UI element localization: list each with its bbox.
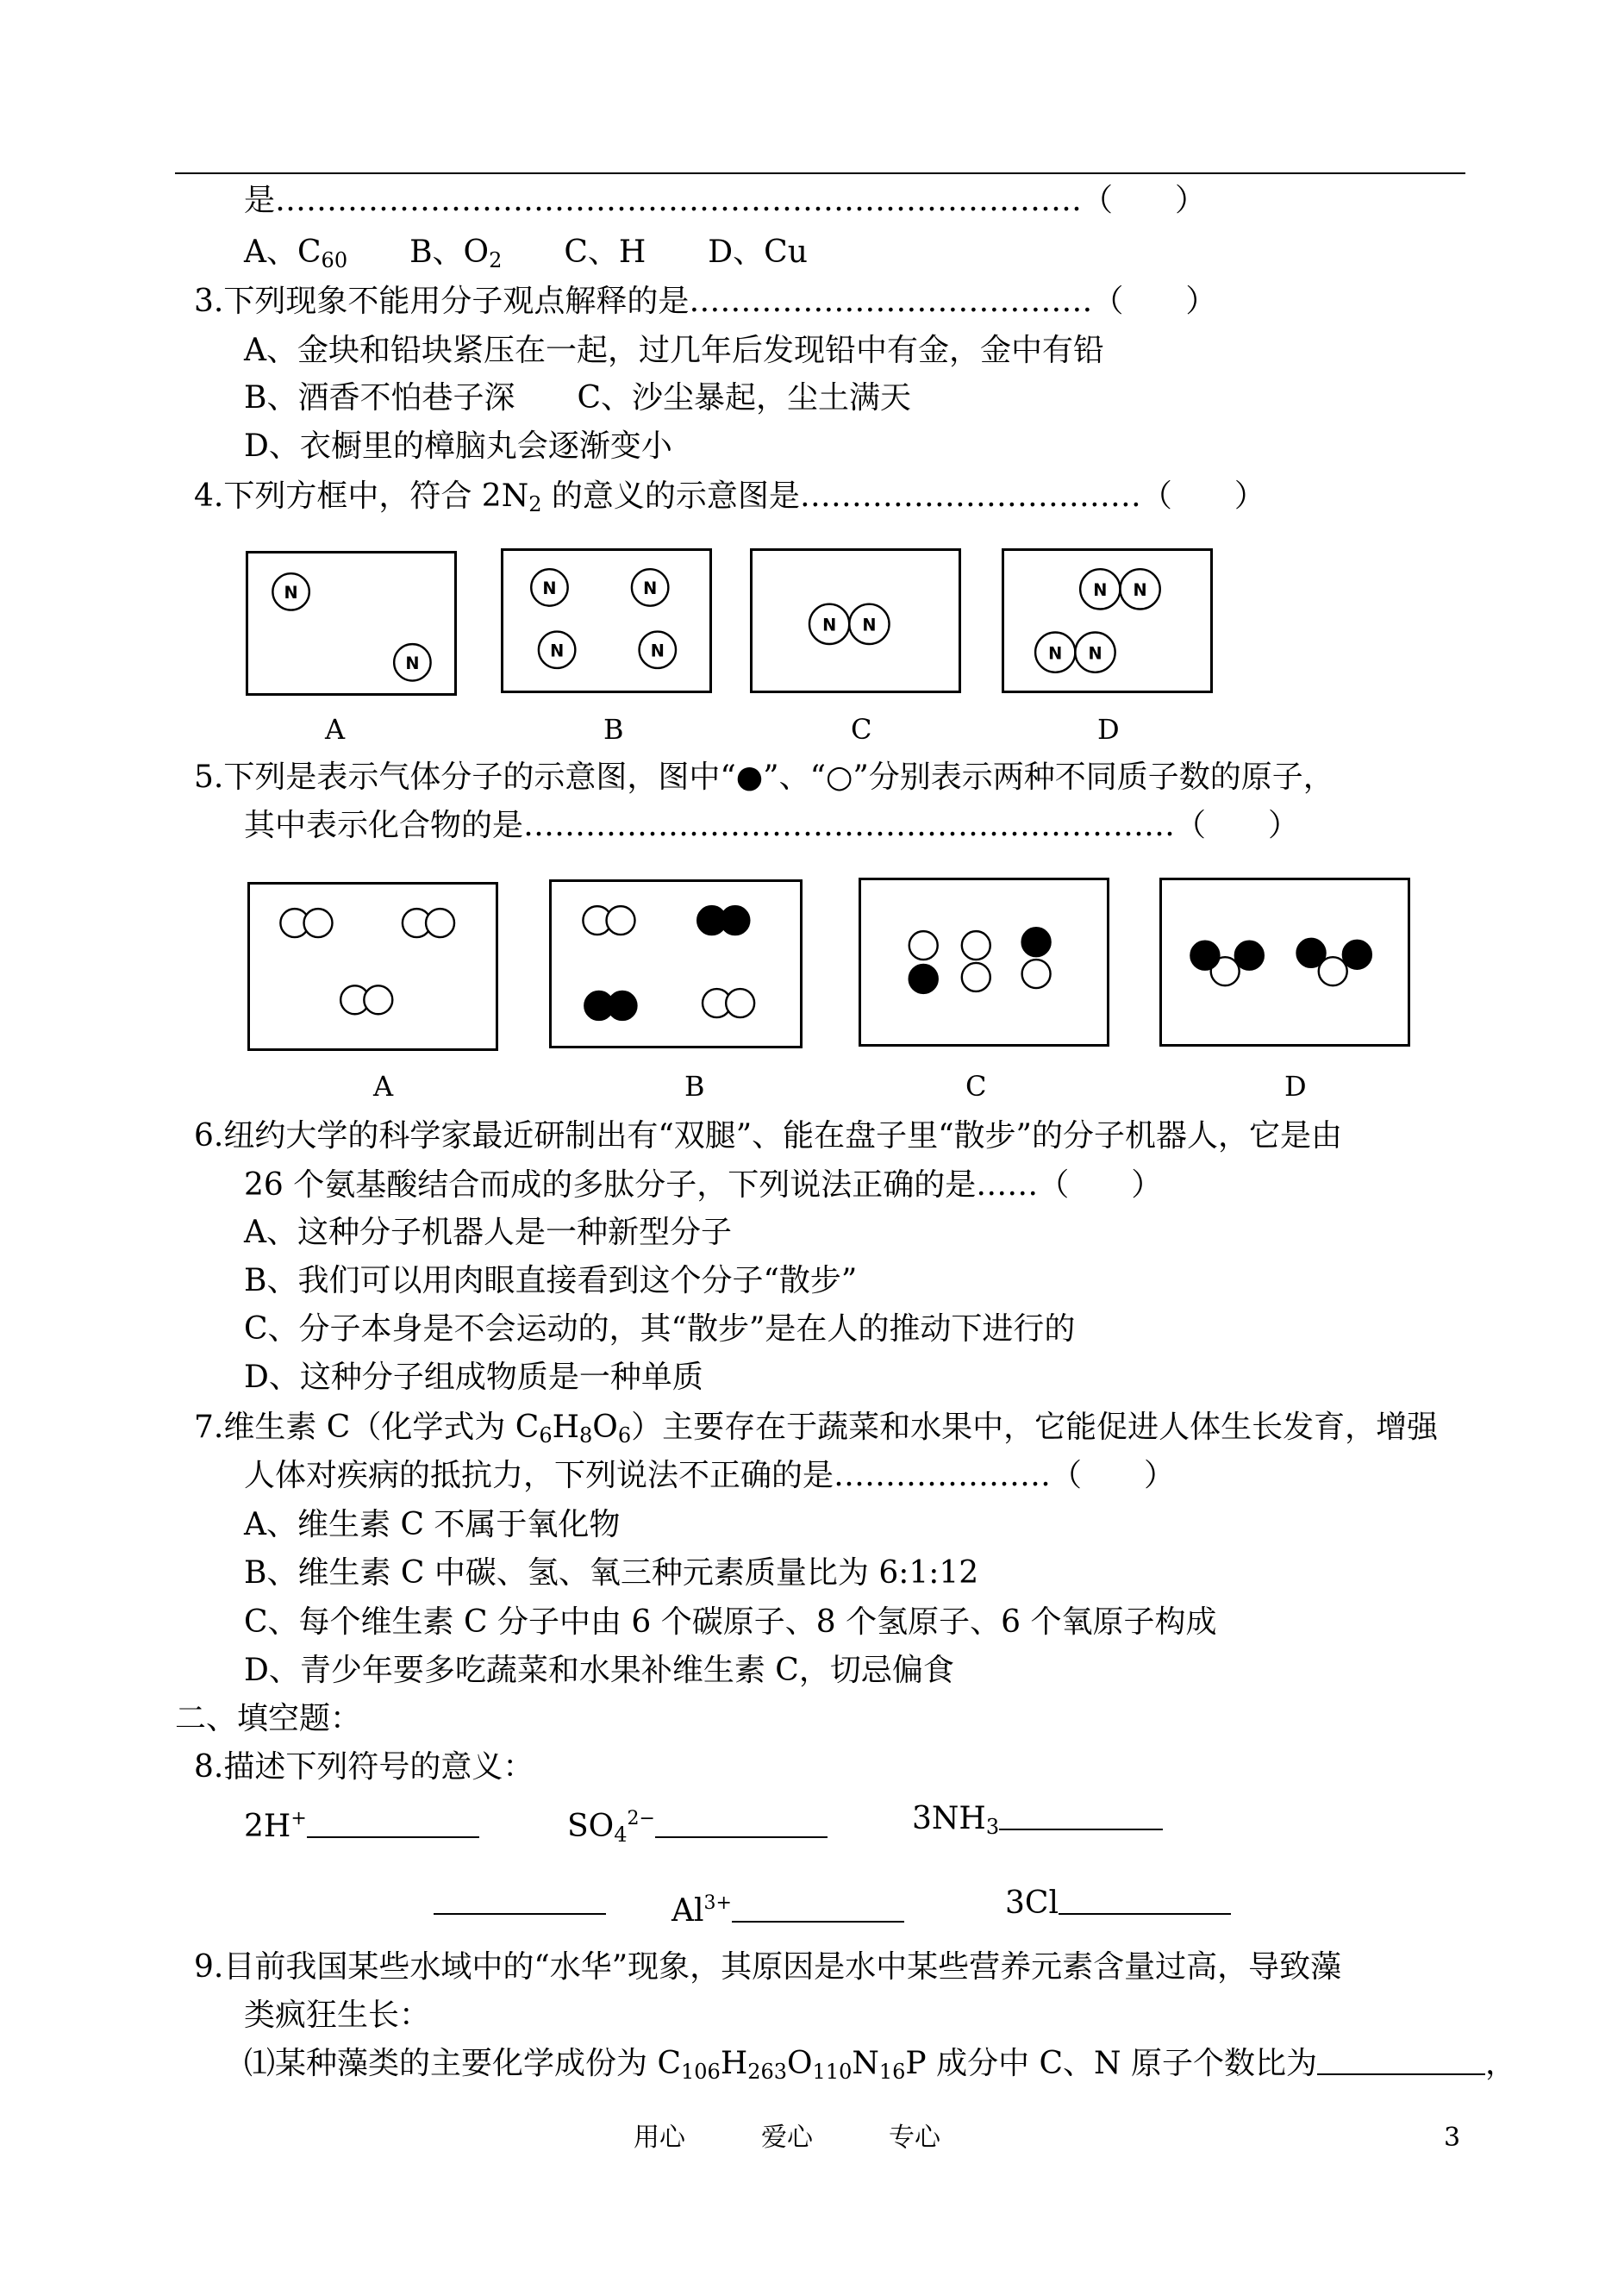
svg-text:N: N bbox=[1088, 643, 1102, 664]
q6-option-a: A、这种分子机器人是一种新型分子 bbox=[244, 1215, 732, 1250]
q5-diagram-a bbox=[247, 882, 498, 1051]
section-2-heading: 二、填空题： bbox=[175, 1701, 362, 1736]
q2-options: A、$C_{60}$ B、$O_2$ C、H D、Cu bbox=[244, 235, 808, 272]
header-rule bbox=[175, 172, 1465, 174]
footer-word-2: 爱心 bbox=[761, 2123, 813, 2153]
q9-stem-line1: 9.目前我国某些水域中的“水华”现象，其原因是水中某些营养元素含量过高，导致藻 bbox=[194, 1949, 1342, 1985]
page-number: 3 bbox=[1444, 2123, 1461, 2153]
q3-option-bc: B、酒香不怕巷子深 C、沙尘暴起，尘土满天 bbox=[244, 380, 912, 416]
answer-blank[interactable] bbox=[655, 1810, 828, 1838]
q4-diagram-b bbox=[501, 548, 712, 693]
q4-stem: 4.下列方框中，符合 $2N_2$ 的意义的示意图是……………………………（ ） bbox=[194, 478, 1265, 516]
q2-continuation: 是……………………………………………………………………（ ） bbox=[244, 183, 1206, 218]
q4-diagram-d bbox=[1002, 548, 1213, 693]
q7-stem-line1: 7.维生素 C（化学式为 $C_6H_8O_6$）主要存在于蔬菜和水果中，它能促进人体生长发育，增强 bbox=[194, 1410, 1439, 1448]
answer-blank[interactable] bbox=[1059, 1887, 1231, 1915]
answer-blank[interactable] bbox=[434, 1887, 606, 1915]
svg-text:N: N bbox=[550, 641, 565, 661]
q6-option-c: C、分子本身是不会运动的，其“散步”是在人的推动下进行的 bbox=[244, 1311, 1076, 1347]
svg-text:N: N bbox=[1133, 580, 1147, 601]
q5-label-a: A bbox=[373, 1070, 394, 1103]
q6-option-b: B、我们可以用肉眼直接看到这个分子“散步” bbox=[244, 1263, 858, 1298]
q4-label-b: B bbox=[603, 713, 624, 746]
q3-option-d: D、衣橱里的樟脑丸会逐渐变小 bbox=[244, 428, 672, 464]
q9-stem-line2: 类疯狂生长： bbox=[244, 1998, 431, 2033]
q4-diagram-c bbox=[750, 548, 961, 693]
svg-text:N: N bbox=[862, 615, 877, 635]
q7-option-b: B、维生素 C 中碳、氢、氧三种元素质量比为 6:1:12 bbox=[244, 1555, 979, 1591]
q8-symbol-so4: $SO_4^{2-}$ bbox=[567, 1802, 828, 1852]
svg-text:N: N bbox=[284, 583, 298, 603]
svg-text:N: N bbox=[1048, 643, 1063, 664]
q6-stem-line1: 6.纽约大学的科学家最近研制出有“双腿”、能在盘子里“散步”的分子机器人，它是由 bbox=[194, 1118, 1342, 1154]
q9-part1: ⑴某种藻类的主要化学成份为 $C_{106}H_{263}O_{110}N_{16}P$ 成分中 C、N 原子个数比为 ， bbox=[244, 2046, 1517, 2084]
q3-option-a: A、金块和铅块紧压在一起，过几年后发现铅中有金，金中有铅 bbox=[244, 333, 1104, 368]
answer-blank[interactable] bbox=[1317, 2048, 1485, 2075]
svg-text:N: N bbox=[1093, 580, 1108, 601]
q7-stem-line2: 人体对疾病的抵抗力，下列说法不正确的是…………………（ ） bbox=[244, 1458, 1176, 1493]
q7-option-a: A、维生素 C 不属于氧化物 bbox=[244, 1507, 621, 1542]
svg-text:N: N bbox=[650, 641, 665, 661]
q5-diagram-d bbox=[1159, 878, 1410, 1047]
answer-blank[interactable] bbox=[307, 1810, 479, 1838]
q5-diagram-c bbox=[859, 878, 1109, 1047]
q4-label-a: A bbox=[325, 713, 346, 746]
q8-row2-blank bbox=[434, 1886, 606, 1921]
svg-text:N: N bbox=[822, 615, 837, 635]
q8-symbol-3nh3: $3NH_3$ bbox=[912, 1802, 1163, 1844]
q5-diagram-b bbox=[549, 879, 803, 1048]
q8-stem: 8.描述下列符号的意义： bbox=[194, 1749, 534, 1785]
q3-stem: 3.下列现象不能用分子观点解释的是…………………………………（ ） bbox=[194, 284, 1217, 319]
footer-word-1: 用心 bbox=[634, 2123, 685, 2153]
q8-symbol-2h: 2H+ bbox=[244, 1802, 479, 1844]
q6-stem-line2: 26 个氨基酸结合而成的多肽分子，下列说法正确的是……（ ） bbox=[244, 1167, 1163, 1203]
q6-option-d: D、这种分子组成物质是一种单质 bbox=[244, 1360, 703, 1395]
q5-stem-line1: 5.下列是表示气体分子的示意图，图中“●”、“○”分别表示两种不同质子数的原子， bbox=[194, 760, 1334, 795]
footer-word-3: 专心 bbox=[889, 2123, 940, 2153]
q4-label-c: C bbox=[851, 713, 872, 746]
q8-symbol-al: $Al^{3+}$ bbox=[671, 1886, 904, 1929]
svg-text:N: N bbox=[643, 578, 658, 599]
svg-text:N: N bbox=[542, 578, 557, 599]
q8-symbol-3cl: 3Cl bbox=[1005, 1886, 1231, 1921]
answer-blank[interactable] bbox=[999, 1803, 1163, 1830]
q7-option-d: D、青少年要多吃蔬菜和水果补维生素 C，切忌偏食 bbox=[244, 1653, 954, 1688]
q5-label-b: B bbox=[684, 1070, 705, 1103]
q5-stem-line2: 其中表示化合物的是………………………………………………………（ ） bbox=[244, 808, 1300, 843]
q5-label-c: C bbox=[965, 1070, 987, 1103]
svg-text:N: N bbox=[405, 653, 420, 674]
q7-option-c: C、每个维生素 C 分子中由 6 个碳原子、8 个氢原子、6 个氧原子构成 bbox=[244, 1604, 1217, 1640]
answer-blank[interactable] bbox=[732, 1895, 904, 1923]
q4-diagram-a bbox=[246, 551, 457, 696]
q5-label-d: D bbox=[1284, 1070, 1307, 1103]
q4-label-d: D bbox=[1097, 713, 1120, 746]
